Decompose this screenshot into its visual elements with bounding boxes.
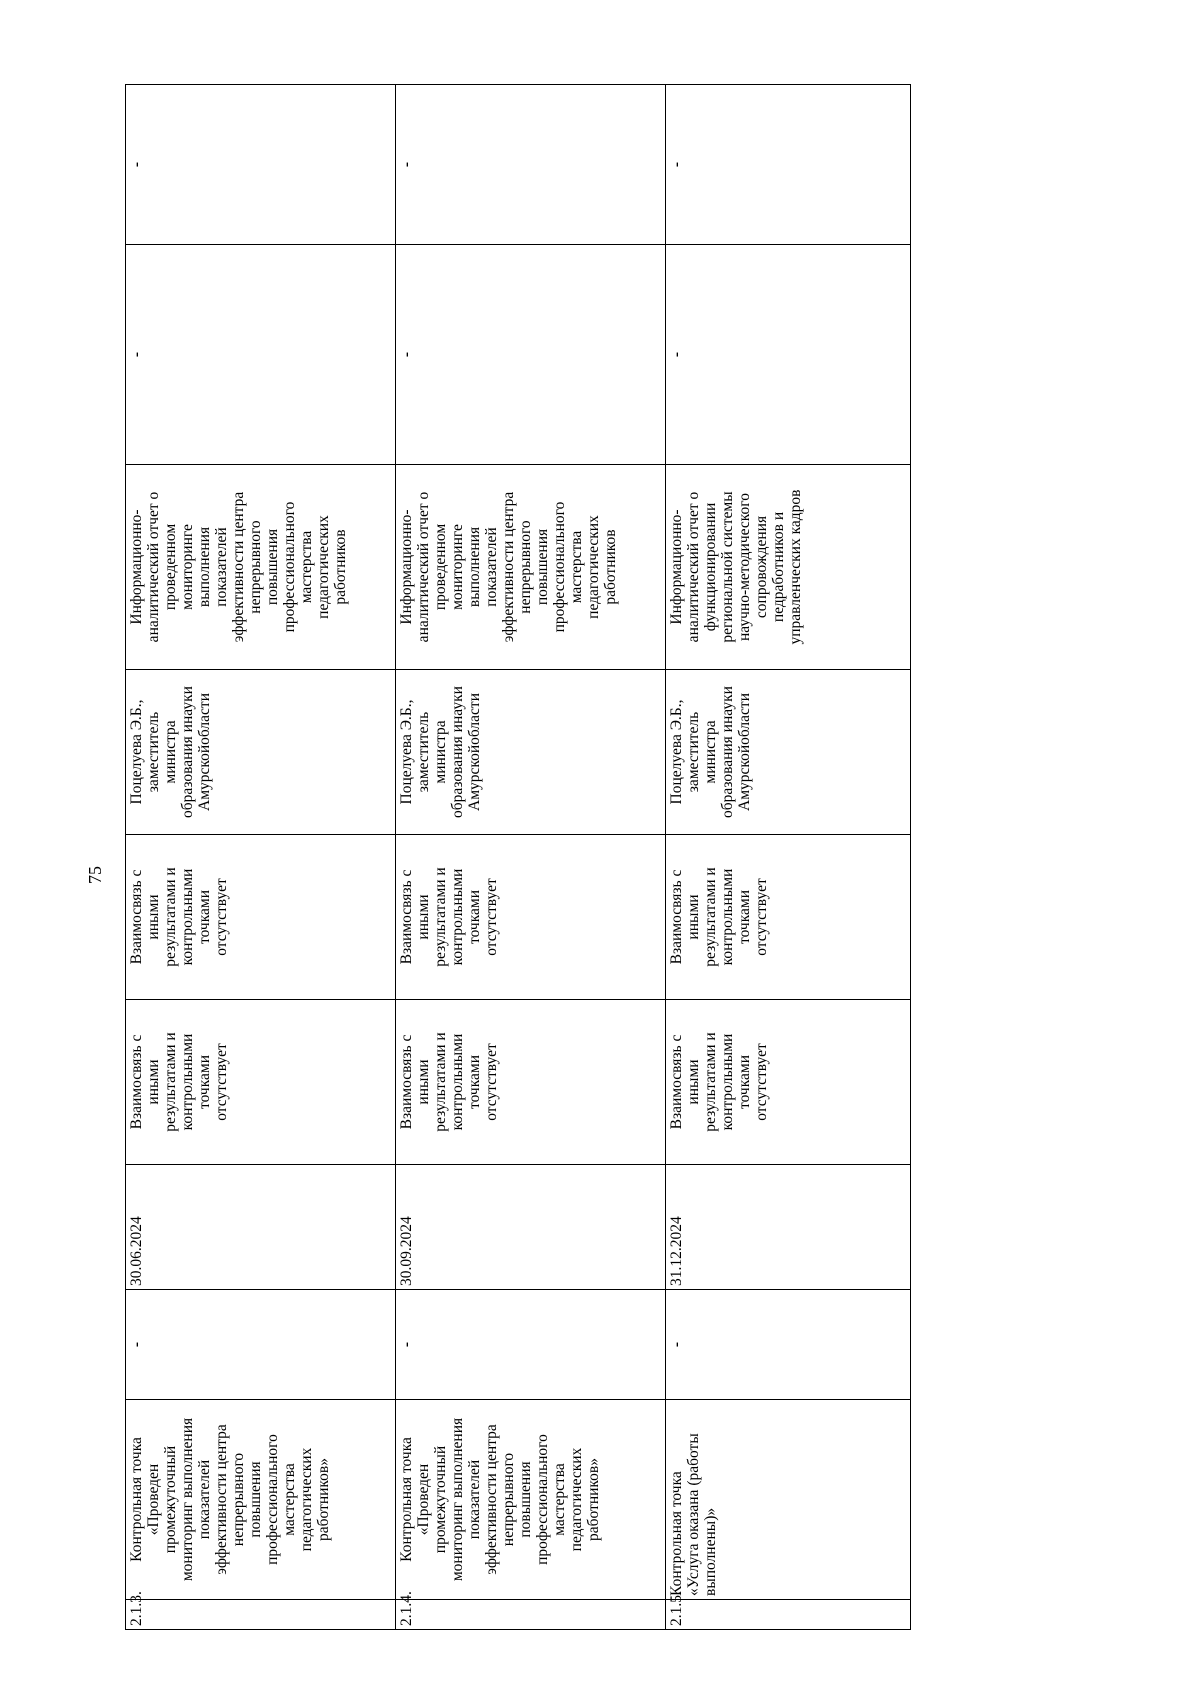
responsible-person-cell: Поцелуева Э.Б., заместитель министра образования инауки Амурскойобласти xyxy=(396,670,666,835)
extra-cell-2: - xyxy=(396,85,666,245)
page-number: 75 xyxy=(85,866,105,884)
control-point-name: Контрольная точка «Услуга оказана (работы выполнены)» xyxy=(666,1400,911,1600)
base-date-cell: - xyxy=(396,1290,666,1400)
control-points-table xyxy=(125,84,911,1630)
successor-link-cell: Взаимосвязь с иными результатами и контрольными точками отсутствует xyxy=(666,835,911,1000)
base-date-cell: - xyxy=(666,1290,911,1400)
table-row xyxy=(666,85,911,1630)
row-number: 2.1.3. xyxy=(126,1600,396,1630)
extra-cell-1: - xyxy=(666,245,911,465)
row-number: 2.1.5. xyxy=(666,1600,911,1630)
result-document-cell: Информационно- аналитический отчет о проведенном мониторинге выполнения показателей эффективности центра непрерывного повышения профессионального мастерства педагогических работников xyxy=(396,465,666,670)
extra-cell-1: - xyxy=(396,245,666,465)
predecessor-link-cell: Взаимосвязь с иными результатами и контрольными точками отсутствует xyxy=(396,1000,666,1165)
extra-cell-2: - xyxy=(666,85,911,245)
predecessor-link-cell: Взаимосвязь с иными результатами и контрольными точками отсутствует xyxy=(666,1000,911,1165)
table-row xyxy=(396,85,666,1630)
successor-link-cell: Взаимосвязь с иными результатами и контрольными точками отсутствует xyxy=(396,835,666,1000)
base-date-cell: - xyxy=(126,1290,396,1400)
row-number: 2.1.4. xyxy=(396,1600,666,1630)
result-document-cell: Информационно- аналитический отчет о проведенном мониторинге выполнения показателей эффективности центра непрерывного повышения профессионального мастерства педагогических работников xyxy=(126,465,396,670)
end-date-cell: 30.09.2024 xyxy=(396,1165,666,1290)
rotated-table-container xyxy=(125,85,910,1630)
responsible-person-cell: Поцелуева Э.Б., заместитель министра образования инауки Амурскойобласти xyxy=(666,670,911,835)
end-date-cell: 31.12.2024 xyxy=(666,1165,911,1290)
extra-cell-1: - xyxy=(126,245,396,465)
table-row xyxy=(126,85,396,1630)
responsible-person-cell: Поцелуева Э.Б., заместитель министра образования инауки Амурскойобласти xyxy=(126,670,396,835)
control-point-name: Контрольная точка «Проведен промежуточный мониторинг выполнения показателей эффективности центра непрерывного повышения профессионального мастерства педагогических работников» xyxy=(126,1400,396,1600)
predecessor-link-cell: Взаимосвязь с иными результатами и контрольными точками отсутствует xyxy=(126,1000,396,1165)
control-point-name: Контрольная точка «Проведен промежуточный мониторинг выполнения показателей эффективности центра непрерывного повышения профессионального мастерства педагогических работников» xyxy=(396,1400,666,1600)
end-date-cell: 30.06.2024 xyxy=(126,1165,396,1290)
successor-link-cell: Взаимосвязь с иными результатами и контрольными точками отсутствует xyxy=(126,835,396,1000)
result-document-cell: Информационно- аналитический отчет о функционировании региональной системы научно-методического сопровождения педработников и управленческих кадров xyxy=(666,465,911,670)
extra-cell-2: - xyxy=(126,85,396,245)
